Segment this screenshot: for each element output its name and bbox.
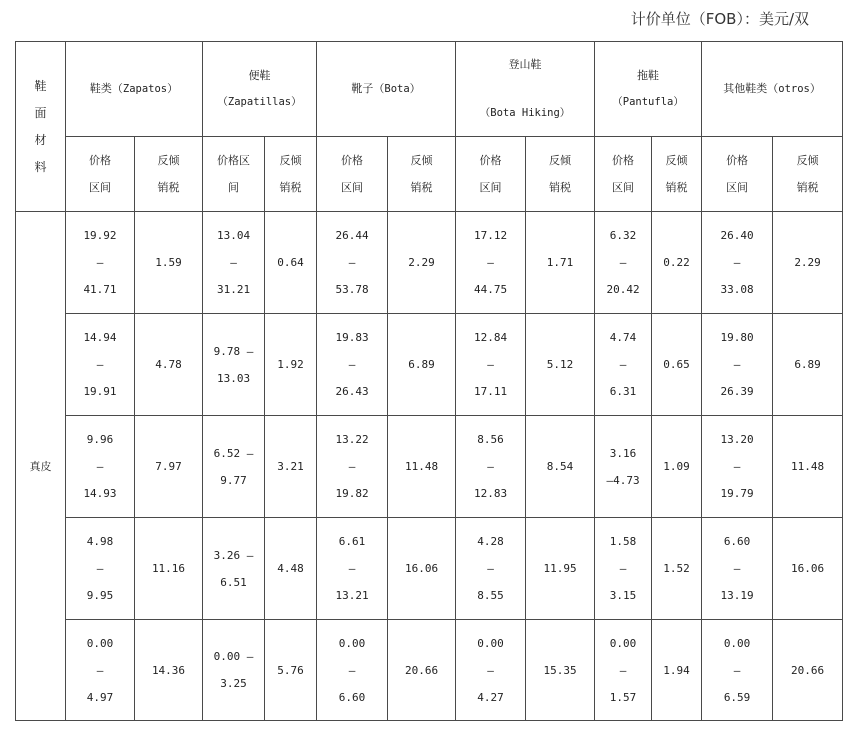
price-range-line: 3.26 – — [213, 548, 254, 562]
price-range-line: 12.84 — [473, 331, 508, 344]
price-range-line: 13.04 — [216, 229, 251, 242]
price-range-line: 6.32 — [609, 229, 637, 242]
price-range-line: – — [619, 562, 627, 575]
price-range-line: 0.00 — [86, 636, 114, 650]
price-range-line: – — [733, 358, 741, 371]
anti-dumping-duty-cell: 2.29 — [388, 212, 456, 314]
price-range-line: 0.00 – — [213, 650, 254, 663]
anti-dumping-duty-cell: 1.92 — [265, 314, 317, 416]
rebate-header: 反倾 销税 — [773, 137, 843, 212]
price-range-line: 19.80 — [720, 331, 754, 344]
price-range-cell — [702, 518, 773, 620]
price-range-cell — [702, 212, 773, 314]
price-range-line: 26.39 — [720, 385, 754, 398]
price-range-cell — [203, 416, 265, 518]
category-header-zapatos: 鞋类（Zapatos） — [66, 42, 203, 137]
price-range-cell — [702, 620, 773, 721]
category-header-bota-hiking: 登山鞋 （Bota Hiking） — [456, 42, 595, 137]
price-range-line: 0.00 — [609, 636, 637, 650]
price-range-cell — [456, 518, 526, 620]
price-range-cell — [66, 212, 135, 314]
price-range-cell — [203, 212, 265, 314]
rebate-header: 反倾 销税 — [652, 137, 702, 212]
price-range-cell — [595, 314, 652, 416]
price-range-line: 8.55 — [477, 589, 504, 602]
price-range-line: – — [348, 256, 356, 269]
price-range-line: 13.19 — [720, 589, 754, 602]
anti-dumping-duty-cell: 6.89 — [773, 314, 843, 416]
anti-dumping-duty-cell: 4.48 — [265, 518, 317, 620]
price-range-line: – — [487, 562, 494, 575]
price-range-cell — [595, 620, 652, 721]
price-range-line: – — [348, 562, 356, 575]
anti-dumping-duty-cell: 16.06 — [773, 518, 843, 620]
unit-note: 计价单位（FOB）：美元/双 — [630, 10, 809, 28]
price-range-line: 14.93 — [83, 487, 117, 500]
price-range-line: – — [487, 460, 494, 473]
price-range-line: 13.03 — [216, 371, 251, 385]
anti-dumping-duty-cell: 4.78 — [135, 314, 203, 416]
price-range-line: – — [487, 358, 494, 371]
price-range-header: 价格 区间 — [702, 137, 773, 212]
table-row — [16, 518, 843, 620]
price-range-header: 价格 区间 — [456, 137, 526, 212]
anti-dumping-duty-cell: 2.29 — [773, 212, 843, 314]
price-range-line: 4.27 — [477, 690, 504, 704]
price-range-line: 6.60 — [723, 535, 751, 548]
price-range-cell — [456, 416, 526, 518]
price-range-cell — [456, 314, 526, 416]
price-range-line: 17.12 — [473, 229, 508, 242]
price-range-line: 44.75 — [473, 283, 508, 296]
price-range-line: 9.77 — [220, 473, 247, 487]
anti-dumping-duty-cell: 1.71 — [526, 212, 595, 314]
price-range-line: 20.42 — [606, 283, 640, 296]
anti-dumping-duty-cell: 11.48 — [773, 416, 843, 518]
price-range-cell — [317, 314, 388, 416]
table-row — [16, 212, 843, 314]
material-cell: 真皮 — [16, 212, 66, 721]
category-header-bota: 靴子（Bota） — [317, 42, 456, 137]
price-range-line: 0.00 — [338, 636, 366, 650]
price-range-line: – — [348, 358, 356, 371]
category-header-row — [16, 42, 843, 137]
anti-dumping-duty-table — [15, 41, 843, 721]
price-range-line: 19.92 — [83, 229, 117, 242]
price-range-line: 6.59 — [723, 690, 751, 704]
price-range-line: – — [96, 460, 104, 473]
price-range-cell — [203, 518, 265, 620]
anti-dumping-duty-cell: 1.59 — [135, 212, 203, 314]
price-range-line: 13.22 — [335, 433, 369, 446]
category-header-pantufla: 拖鞋 （Pantufla） — [595, 42, 702, 137]
table-row — [16, 620, 843, 721]
material-header-cell — [16, 42, 66, 212]
price-range-line: 1.58 — [609, 535, 637, 548]
table-row — [16, 314, 843, 416]
anti-dumping-duty-cell: 5.12 — [526, 314, 595, 416]
price-range-header: 价格 区间 — [66, 137, 135, 212]
anti-dumping-duty-cell: 3.21 — [265, 416, 317, 518]
price-range-cell — [456, 212, 526, 314]
price-range-line: 26.40 — [720, 229, 754, 242]
anti-dumping-duty-cell: 1.94 — [652, 620, 702, 721]
price-range-line: – — [487, 663, 494, 677]
price-range-line: 9.78 – — [213, 344, 254, 358]
price-range-cell — [66, 416, 135, 518]
rebate-header: 反倾 销税 — [135, 137, 203, 212]
price-range-line: 53.78 — [335, 283, 369, 296]
price-range-line: – — [733, 256, 741, 269]
price-range-cell — [317, 416, 388, 518]
price-range-line: 19.91 — [83, 385, 117, 398]
price-range-line: 0.00 — [723, 636, 751, 650]
anti-dumping-duty-cell: 1.52 — [652, 518, 702, 620]
anti-dumping-duty-cell: 11.48 — [388, 416, 456, 518]
price-range-line: 33.08 — [720, 283, 754, 296]
price-range-line: 6.31 — [609, 385, 637, 398]
price-range-line: – — [619, 358, 627, 371]
anti-dumping-duty-cell: 8.54 — [526, 416, 595, 518]
anti-dumping-duty-cell: 0.64 — [265, 212, 317, 314]
category-header-otros: 其他鞋类（otros） — [702, 42, 843, 137]
anti-dumping-duty-cell: 11.95 — [526, 518, 595, 620]
price-range-cell — [203, 620, 265, 721]
anti-dumping-duty-cell: 5.76 — [265, 620, 317, 721]
anti-dumping-duty-cell: 15.35 — [526, 620, 595, 721]
price-range-line: 19.79 — [720, 487, 754, 500]
anti-dumping-duty-cell: 1.09 — [652, 416, 702, 518]
category-header-zapatillas: 便鞋 （Zapatillas） — [203, 42, 317, 137]
sub-header-row — [16, 137, 843, 212]
price-range-line: 19.83 — [335, 331, 369, 344]
price-range-line: 6.61 — [338, 535, 366, 548]
price-range-line: – — [619, 663, 627, 677]
table-row — [16, 416, 843, 518]
price-range-line: – — [230, 256, 237, 269]
price-range-line: 9.95 — [86, 589, 114, 602]
price-range-line: – — [96, 256, 104, 269]
price-range-cell — [317, 620, 388, 721]
price-range-line: 8.56 — [477, 433, 504, 446]
price-range-cell — [66, 314, 135, 416]
price-range-cell — [702, 416, 773, 518]
price-range-line: 3.15 — [609, 589, 637, 602]
price-range-line: –4.73 — [606, 473, 640, 487]
price-range-line: 26.44 — [335, 229, 369, 242]
price-range-cell — [595, 212, 652, 314]
price-range-line: 31.21 — [216, 283, 251, 296]
price-range-cell — [595, 518, 652, 620]
price-range-line: 6.51 — [220, 575, 247, 589]
rebate-header: 反倾 销税 — [388, 137, 456, 212]
price-range-cell — [702, 314, 773, 416]
rebate-header: 反倾 销税 — [265, 137, 317, 212]
anti-dumping-duty-cell: 7.97 — [135, 416, 203, 518]
price-range-cell — [317, 518, 388, 620]
price-range-line: – — [487, 256, 494, 269]
anti-dumping-duty-cell: 0.22 — [652, 212, 702, 314]
price-range-line: – — [619, 256, 627, 269]
anti-dumping-duty-cell: 0.65 — [652, 314, 702, 416]
price-range-line: – — [348, 460, 356, 473]
price-range-line: 4.74 — [609, 331, 637, 344]
price-range-line: 4.98 — [86, 535, 114, 548]
material-header-label: 鞋 面 材 料 — [34, 78, 47, 174]
anti-dumping-duty-cell: 6.89 — [388, 314, 456, 416]
price-range-line: 26.43 — [335, 385, 369, 398]
price-range-line: – — [96, 358, 104, 371]
price-range-header: 价格区 间 — [203, 137, 265, 212]
price-range-line: – — [733, 663, 741, 677]
price-range-line: 19.82 — [335, 487, 369, 500]
price-range-line: 4.28 — [477, 535, 504, 548]
price-range-header: 价格 区间 — [595, 137, 652, 212]
price-range-cell — [456, 620, 526, 721]
price-range-line: 6.60 — [338, 690, 366, 704]
anti-dumping-duty-cell: 20.66 — [773, 620, 843, 721]
price-range-cell — [66, 620, 135, 721]
price-range-line: – — [96, 562, 104, 575]
price-range-line: 14.94 — [83, 331, 117, 344]
price-range-line: 3.16 — [609, 446, 637, 460]
price-range-line: 9.96 — [86, 433, 114, 446]
price-range-header: 价格 区间 — [317, 137, 388, 212]
price-range-line: 1.57 — [609, 690, 637, 704]
price-range-line: 13.20 — [720, 433, 754, 446]
anti-dumping-duty-cell: 16.06 — [388, 518, 456, 620]
price-range-line: – — [348, 663, 356, 677]
price-range-line: 6.52 – — [213, 446, 254, 460]
price-range-cell — [317, 212, 388, 314]
price-range-line: 13.21 — [335, 589, 369, 602]
price-range-line: – — [733, 460, 741, 473]
price-range-line: 41.71 — [83, 283, 117, 296]
price-range-line: 12.83 — [473, 487, 508, 500]
price-range-line: 3.25 — [220, 677, 247, 690]
anti-dumping-duty-cell: 20.66 — [388, 620, 456, 721]
price-range-line: – — [733, 562, 741, 575]
price-range-line: 17.11 — [473, 385, 508, 398]
price-range-cell — [203, 314, 265, 416]
rebate-header: 反倾 销税 — [526, 137, 595, 212]
price-range-line: 4.97 — [86, 690, 114, 704]
price-range-line: – — [96, 663, 104, 677]
price-range-cell — [66, 518, 135, 620]
price-range-cell — [595, 416, 652, 518]
price-range-line: 0.00 — [477, 636, 504, 650]
anti-dumping-duty-cell: 14.36 — [135, 620, 203, 721]
anti-dumping-duty-cell: 11.16 — [135, 518, 203, 620]
